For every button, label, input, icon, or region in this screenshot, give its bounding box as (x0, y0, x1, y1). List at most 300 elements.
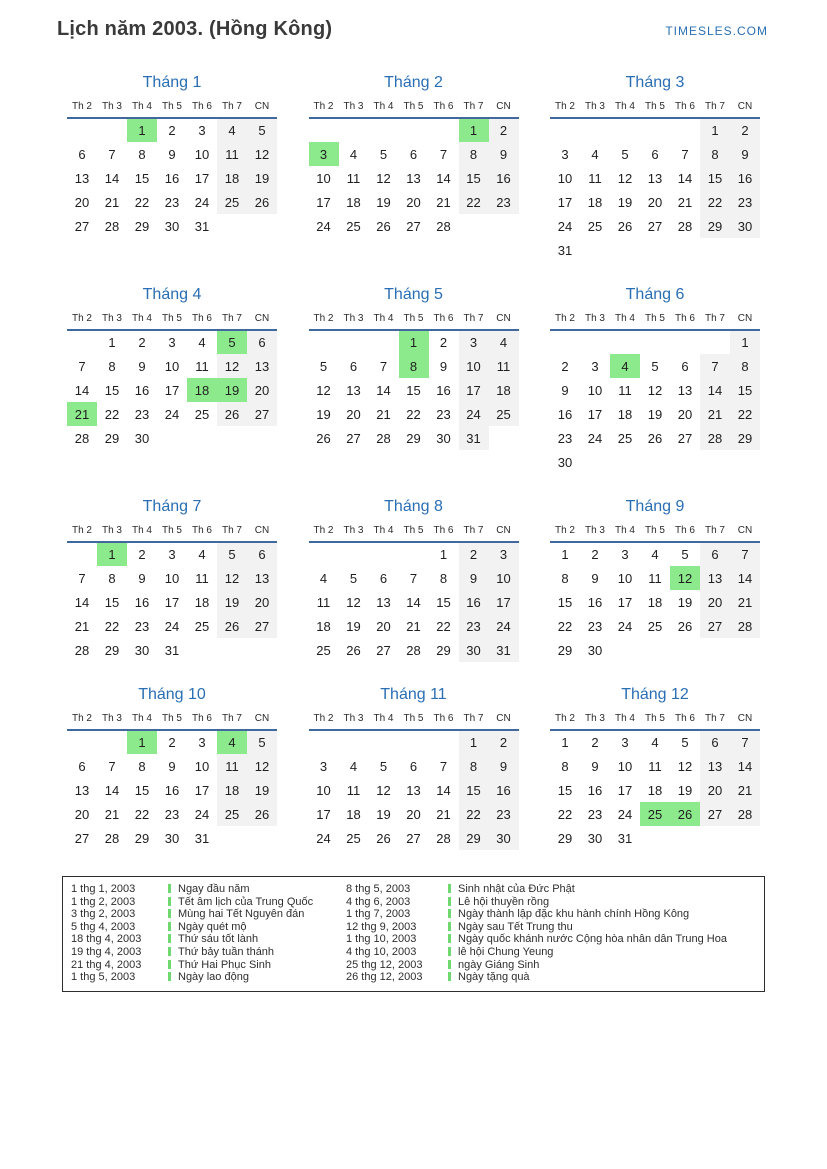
day-cell: 12 (316, 382, 331, 398)
day-cell: 27 (247, 614, 277, 638)
day-cell: 18 (194, 594, 210, 610)
day-cell: 24 (489, 614, 519, 638)
holiday-marker-icon (168, 909, 171, 918)
day-cell: 11 (346, 170, 361, 186)
day-cell: 2 (168, 123, 176, 138)
day-cell: 16 (587, 594, 603, 610)
month-table (67, 311, 277, 450)
day-cell: 15 (134, 170, 150, 186)
brand-link[interactable]: TIMESLES.COM (665, 24, 768, 38)
day-cell (309, 118, 339, 142)
legend-label: Ngày lao động (168, 971, 346, 984)
day-cell: 1 (97, 542, 127, 566)
day-cell: 3 (198, 123, 206, 138)
day-cell: 31 (194, 830, 210, 846)
day-cell: 3 (459, 330, 489, 354)
day-cell: 19 (617, 194, 633, 210)
day-cell: 4 (591, 146, 599, 162)
day-cell: 25 (217, 802, 247, 826)
day-cell: 14 (436, 782, 451, 798)
day-cell: 13 (247, 566, 277, 590)
day-cell: 4 (610, 354, 640, 378)
weekday-label: Th 2 (309, 523, 339, 542)
day-cell: 10 (587, 382, 603, 398)
day-cell: 14 (436, 170, 451, 186)
holiday-marker-icon (168, 947, 171, 956)
day-cell: 28 (700, 426, 730, 450)
day-cell: 28 (436, 830, 451, 846)
day-cell: 31 (194, 218, 210, 234)
holiday-marker-icon (448, 884, 451, 893)
weekday-label: Th 6 (429, 523, 459, 542)
day-cell: 15 (436, 594, 451, 610)
day-cell (399, 118, 429, 142)
month-calendar-6 (545, 286, 765, 474)
day-cell: 4 (349, 146, 358, 162)
day-cell: 16 (489, 778, 519, 802)
day-cell: 12 (376, 170, 391, 186)
day-cell: 7 (108, 758, 116, 774)
day-cell: 2 (489, 730, 519, 754)
day-cell: 12 (217, 566, 247, 590)
day-cell: 17 (194, 170, 210, 186)
day-cell (97, 118, 127, 142)
day-cell: 25 (346, 830, 361, 846)
day-cell: 17 (557, 194, 573, 210)
legend-date: 19 thg 4, 2003 (71, 945, 142, 958)
day-cell: 5 (247, 730, 277, 754)
day-cell: 5 (681, 735, 689, 750)
day-cell (550, 118, 580, 142)
day-cell: 3 (621, 735, 629, 750)
legend-date: 8 thg 5, 2003 (346, 883, 411, 895)
day-cell: 24 (617, 806, 633, 822)
day-cell: 7 (730, 542, 760, 566)
day-cell (550, 330, 580, 354)
day-cell: 11 (618, 382, 632, 398)
day-cell: 29 (557, 830, 573, 846)
day-cell: 8 (561, 758, 569, 774)
day-cell: 21 (67, 402, 97, 426)
day-cell: 4 (489, 330, 519, 354)
day-cell: 24 (194, 194, 210, 210)
weekday-label: Th 4 (127, 99, 157, 118)
day-cell: 7 (379, 358, 388, 374)
weekday-label: Th 2 (550, 311, 580, 330)
day-cell: 30 (587, 642, 603, 658)
day-cell: 16 (730, 166, 760, 190)
day-cell (217, 214, 247, 238)
weekday-label: Th 3 (97, 99, 127, 118)
day-cell: 22 (459, 190, 489, 214)
day-cell (640, 118, 670, 142)
day-cell: 29 (436, 642, 451, 658)
day-cell: 5 (217, 542, 247, 566)
day-cell: 14 (730, 566, 760, 590)
day-cell (67, 118, 97, 142)
day-cell: 13 (74, 782, 90, 798)
day-cell: 29 (730, 426, 760, 450)
day-cell (640, 238, 670, 262)
day-cell: 28 (730, 802, 760, 826)
weekday-label: Th 4 (610, 99, 640, 118)
day-cell: 8 (561, 570, 569, 586)
day-cell: 30 (587, 830, 603, 846)
day-cell: 1 (700, 118, 730, 142)
day-cell: 23 (164, 194, 180, 210)
day-cell: 6 (247, 330, 277, 354)
day-cell: 28 (104, 218, 120, 234)
day-cell: 24 (164, 618, 180, 634)
day-cell: 30 (730, 214, 760, 238)
day-cell (489, 426, 519, 450)
day-cell: 3 (309, 142, 339, 166)
holiday-marker-icon (168, 922, 171, 931)
day-cell: 20 (247, 378, 277, 402)
day-cell: 18 (187, 378, 217, 402)
month-table (550, 523, 760, 662)
day-cell: 4 (349, 758, 358, 774)
day-cell: 13 (677, 382, 693, 398)
day-cell: 6 (78, 146, 86, 162)
day-cell: 17 (194, 782, 210, 798)
day-cell: 23 (730, 190, 760, 214)
day-cell (670, 330, 700, 354)
day-cell: 26 (376, 218, 391, 234)
holiday-marker-icon (168, 960, 171, 969)
day-cell: 4 (319, 570, 328, 586)
legend-date: 1 thg 7, 2003 (346, 908, 411, 921)
day-cell: 22 (459, 802, 489, 826)
day-cell: 17 (459, 378, 489, 402)
day-cell (369, 730, 399, 754)
day-cell: 2 (730, 118, 760, 142)
day-cell: 16 (587, 782, 603, 798)
day-cell: 2 (138, 547, 146, 562)
month-calendar-3 (545, 74, 765, 262)
day-cell: 19 (677, 782, 693, 798)
holiday-marker-icon (448, 947, 451, 956)
legend-label: Ngay đầu năm (168, 883, 346, 896)
month-calendar-9 (545, 498, 765, 662)
day-cell (369, 118, 399, 142)
day-cell: 21 (436, 806, 451, 822)
legend-date: 1 thg 2, 2003 (71, 895, 136, 908)
day-cell: 7 (409, 570, 418, 586)
day-cell: 14 (730, 754, 760, 778)
day-cell: 11 (195, 570, 209, 586)
day-cell (429, 730, 459, 754)
weekday-label: Th 6 (670, 99, 700, 118)
day-cell: 11 (648, 570, 662, 586)
day-cell: 9 (168, 146, 176, 162)
weekday-label: Th 4 (610, 711, 640, 730)
legend-label: Ngày quét mộ (168, 921, 346, 934)
day-cell (730, 450, 760, 474)
holiday-marker-icon (448, 960, 451, 969)
day-cell: 27 (406, 218, 421, 234)
holiday-marker-icon (168, 884, 171, 893)
day-cell: 17 (489, 590, 519, 614)
day-cell: 9 (489, 754, 519, 778)
holiday-marker-icon (448, 897, 451, 906)
day-cell: 28 (104, 830, 120, 846)
month-calendar-4 (62, 286, 282, 474)
day-cell: 22 (730, 402, 760, 426)
day-cell (187, 426, 217, 450)
day-cell: 7 (78, 570, 86, 586)
day-cell: 30 (164, 830, 180, 846)
page-title: Lịch năm 2003. (Hồng Kông) (57, 18, 333, 40)
weekday-label: Th 2 (309, 711, 339, 730)
day-cell: 8 (700, 142, 730, 166)
day-cell: 10 (316, 782, 331, 798)
day-cell: 11 (588, 170, 602, 186)
day-cell: 1 (127, 730, 157, 754)
weekday-label: Th 5 (399, 99, 429, 118)
day-cell (217, 426, 247, 450)
weekday-label: Th 4 (127, 311, 157, 330)
weekday-label: Th 2 (67, 711, 97, 730)
day-cell (610, 450, 640, 474)
day-cell: 23 (134, 618, 150, 634)
day-cell (97, 730, 127, 754)
day-cell: 25 (194, 618, 210, 634)
day-cell: 18 (217, 778, 247, 802)
day-cell: 6 (700, 730, 730, 754)
day-cell (670, 638, 700, 662)
day-cell (309, 542, 339, 566)
day-cell: 10 (316, 170, 331, 186)
day-cell: 20 (346, 406, 361, 422)
day-cell: 6 (247, 542, 277, 566)
day-cell: 13 (700, 566, 730, 590)
day-cell: 27 (406, 830, 421, 846)
weekday-label: Th 7 (459, 711, 489, 730)
day-cell: 1 (399, 330, 429, 354)
day-cell: 30 (489, 826, 519, 850)
day-cell (247, 826, 277, 850)
day-cell: 22 (134, 806, 150, 822)
day-cell: 8 (108, 358, 116, 374)
holiday-marker-icon (448, 972, 451, 981)
day-cell: 8 (138, 758, 146, 774)
day-cell: 11 (217, 142, 247, 166)
weekday-label: Th 5 (640, 523, 670, 542)
day-cell: 16 (164, 782, 180, 798)
month-table (67, 99, 277, 238)
day-cell (730, 238, 760, 262)
day-cell: 16 (489, 166, 519, 190)
day-cell: 15 (459, 166, 489, 190)
day-cell: 29 (134, 218, 150, 234)
day-cell: 18 (617, 406, 633, 422)
day-cell: 18 (489, 378, 519, 402)
day-cell: 8 (730, 354, 760, 378)
legend-label: Ngày sau Tết Trung thu (448, 921, 756, 934)
weekday-label: Th 5 (157, 99, 187, 118)
day-cell: 18 (647, 594, 663, 610)
day-cell: 7 (108, 146, 116, 162)
day-cell: 31 (489, 638, 519, 662)
day-cell: 2 (138, 335, 146, 350)
weekday-label: Th 7 (459, 523, 489, 542)
day-cell: 21 (436, 194, 451, 210)
day-cell: 6 (379, 570, 388, 586)
day-cell: 17 (316, 806, 331, 822)
month-title: Tháng 6 (625, 286, 685, 303)
day-cell: 28 (730, 614, 760, 638)
day-cell: 29 (104, 430, 120, 446)
day-cell: 3 (319, 758, 328, 774)
legend-label: Thứ Hai Phục Sinh (168, 959, 346, 972)
day-cell: 24 (557, 218, 573, 234)
day-cell (339, 330, 369, 354)
day-cell: 24 (316, 830, 331, 846)
day-cell: 23 (134, 406, 150, 422)
day-cell: 20 (700, 590, 730, 614)
day-cell: 31 (459, 426, 489, 450)
day-cell: 10 (557, 170, 573, 186)
day-cell: 2 (439, 335, 448, 350)
day-cell: 16 (459, 590, 489, 614)
day-cell (610, 638, 640, 662)
legend-date: 4 thg 10, 2003 (346, 945, 417, 958)
day-cell: 25 (346, 218, 361, 234)
day-cell: 15 (134, 782, 150, 798)
weekday-label: Th 3 (580, 523, 610, 542)
day-cell: 26 (217, 614, 247, 638)
day-cell: 19 (217, 378, 247, 402)
weekday-label: Th 5 (640, 99, 670, 118)
day-cell: 15 (700, 166, 730, 190)
weekday-label: Th 6 (187, 99, 217, 118)
weekday-label: Th 3 (339, 99, 369, 118)
day-cell: 15 (730, 378, 760, 402)
day-cell: 29 (134, 830, 150, 846)
day-cell: 23 (557, 430, 573, 446)
day-cell (670, 118, 700, 142)
day-cell: 25 (316, 642, 331, 658)
weekday-label: CN (247, 311, 277, 330)
month-calendar-8 (304, 498, 524, 662)
day-cell: 9 (138, 570, 146, 586)
day-cell: 5 (247, 118, 277, 142)
day-cell: 5 (379, 146, 388, 162)
day-cell: 7 (78, 358, 86, 374)
day-cell (670, 450, 700, 474)
weekday-label: Th 6 (187, 711, 217, 730)
day-cell: 1 (459, 730, 489, 754)
day-cell: 10 (194, 758, 210, 774)
day-cell: 1 (108, 335, 116, 350)
weekday-label: Th 6 (187, 311, 217, 330)
day-cell (67, 542, 97, 566)
day-cell: 30 (436, 430, 451, 446)
weekday-label: Th 7 (217, 523, 247, 542)
day-cell: 22 (104, 406, 120, 422)
day-cell: 12 (617, 170, 633, 186)
day-cell: 25 (640, 802, 670, 826)
weekday-label: Th 3 (339, 523, 369, 542)
day-cell: 2 (561, 358, 569, 374)
day-cell (309, 330, 339, 354)
holiday-marker-icon (448, 934, 451, 943)
day-cell (429, 118, 459, 142)
weekday-label: Th 2 (309, 99, 339, 118)
day-cell: 11 (195, 358, 209, 374)
day-cell: 24 (316, 218, 331, 234)
day-cell (670, 826, 700, 850)
day-cell: 5 (349, 570, 358, 586)
day-cell (217, 826, 247, 850)
day-cell: 27 (247, 402, 277, 426)
legend-label: Thứ sáu tốt lành (168, 933, 346, 946)
day-cell: 13 (346, 382, 361, 398)
page-header (0, 0, 827, 46)
day-cell: 6 (78, 758, 86, 774)
weekday-label: Th 2 (67, 523, 97, 542)
day-cell: 29 (557, 642, 573, 658)
day-cell: 26 (376, 830, 391, 846)
legend-date: 12 thg 9, 2003 (346, 920, 417, 933)
legend-label: lễ hội Chung Yeung (448, 946, 756, 959)
day-cell: 12 (217, 354, 247, 378)
weekday-label: Th 3 (580, 711, 610, 730)
day-cell: 9 (439, 358, 448, 374)
month-table (67, 523, 277, 662)
day-cell: 26 (247, 190, 277, 214)
legend-date: 5 thg 4, 2003 (71, 920, 136, 933)
day-cell: 22 (557, 618, 573, 634)
day-cell: 20 (74, 194, 90, 210)
day-cell: 4 (217, 730, 247, 754)
day-cell (339, 118, 369, 142)
day-cell: 2 (489, 118, 519, 142)
day-cell: 12 (677, 758, 693, 774)
day-cell: 2 (459, 542, 489, 566)
day-cell: 16 (134, 382, 150, 398)
day-cell: 19 (376, 194, 391, 210)
day-cell: 4 (651, 547, 659, 562)
day-cell (610, 238, 640, 262)
day-cell: 25 (194, 406, 210, 422)
legend-date: 18 thg 4, 2003 (71, 933, 142, 946)
day-cell: 27 (74, 218, 90, 234)
weekday-label: Th 4 (127, 523, 157, 542)
month-title: Tháng 3 (625, 74, 685, 91)
day-cell: 31 (617, 830, 633, 846)
day-cell: 27 (700, 614, 730, 638)
day-cell: 20 (247, 590, 277, 614)
day-cell: 8 (459, 142, 489, 166)
day-cell: 12 (670, 566, 700, 590)
legend-label: Ngày quốc khánh nước Cộng hòa nhân dân Trung Hoa (448, 933, 756, 946)
day-cell: 10 (194, 146, 210, 162)
day-cell (399, 730, 429, 754)
day-cell: 14 (104, 782, 120, 798)
day-cell: 17 (164, 594, 180, 610)
weekday-label: Th 3 (339, 311, 369, 330)
day-cell: 12 (247, 754, 277, 778)
day-cell: 25 (587, 218, 603, 234)
day-cell: 10 (617, 570, 633, 586)
day-cell (247, 638, 277, 662)
day-cell (247, 214, 277, 238)
month-title: Tháng 8 (384, 498, 443, 515)
legend-label: Thứ bảy tuần thánh (168, 946, 346, 959)
day-cell: 24 (459, 402, 489, 426)
